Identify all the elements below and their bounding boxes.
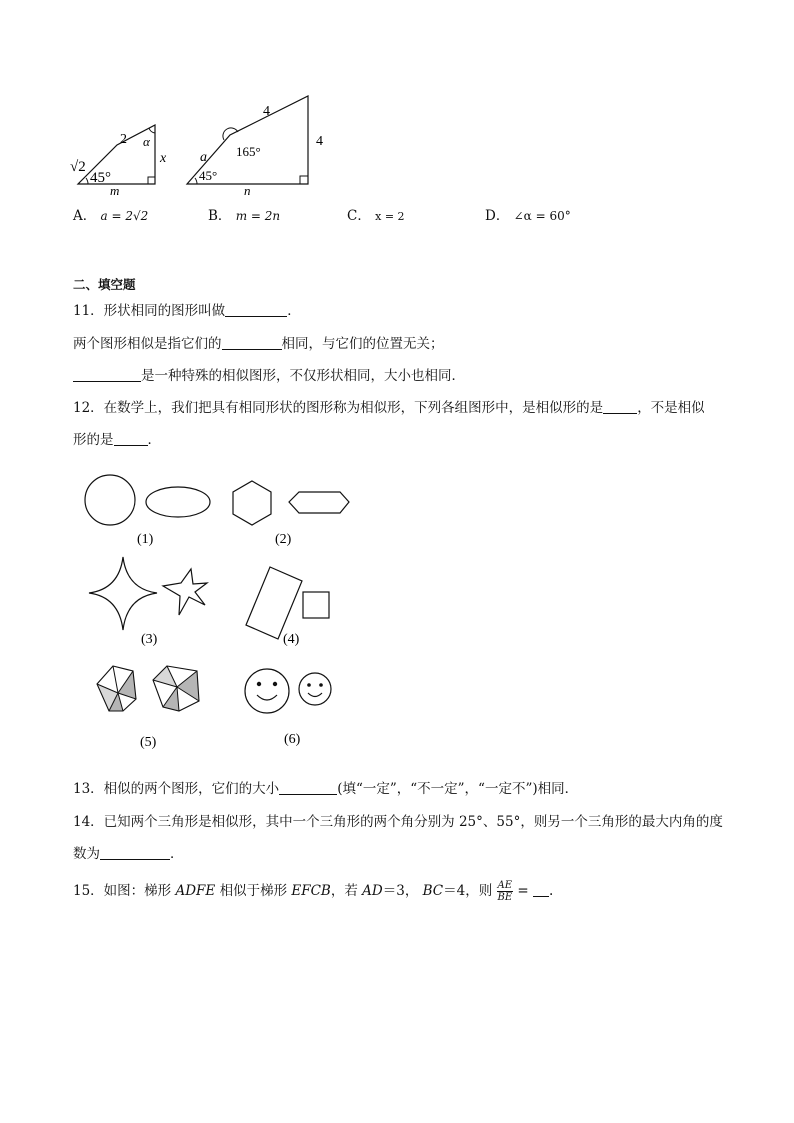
q13-text-b: (填“一定”，“不一定”，“一定不”)相同． [337,781,579,797]
fig3-five-point-star [163,569,207,615]
right-right-angle-mark [300,176,308,184]
fig4-square [303,592,329,618]
option-a[interactable] [73,207,148,225]
option-b[interactable] [208,207,280,225]
left-x-label: x [160,151,167,166]
fig6-smiley-large [245,669,289,713]
q12-line2-b: ． [147,432,161,448]
q15-text-a: 15．如图：梯形 [73,883,172,899]
q13-blank[interactable] [279,780,337,795]
q15-text-d: ＝3， [382,883,419,899]
fig2-label: (2) [275,532,292,547]
option-a-label: A． [73,208,97,224]
q15-trap-2: EFCB [291,883,331,899]
q12-line2 [73,431,161,449]
option-c-label: C． [347,208,371,224]
q11-line1-text: 11．形状相同的图形叫做 [73,303,226,319]
left-45-label: 45° [90,170,111,186]
q14-line2-a: 数为 [73,846,100,862]
right-a-label: a [200,150,207,165]
q11-line2-b: 相同，与它们的位置无关； [281,336,444,352]
q15-bc: BC [422,883,444,899]
right-165-arc [223,128,238,140]
fig6-smiley-small [299,673,331,705]
q15-frac-den: BE [497,892,513,903]
q11-blank-2[interactable] [222,335,282,350]
fig5-pentagon-left [97,666,136,711]
fig4-tilted-rectangle [246,567,302,639]
q12-line1-b: ，不是相似 [637,400,705,416]
q15-trap-1: ADFE [175,883,216,899]
q12-blank-2[interactable] [114,431,148,446]
option-b-label: B． [208,208,232,224]
q11-blank-3[interactable] [73,367,141,382]
q14-line2-b: ． [170,846,184,862]
q15-text-c: ，若 [330,883,358,899]
left-sqrt2-label: √2 [70,159,86,175]
option-a-expr: a = 2√2 [100,209,149,223]
q14-line2 [73,845,184,863]
option-c[interactable] [347,207,405,226]
fig5-label: (5) [140,735,157,750]
option-b-expr: m = 2n [235,209,281,223]
left-right-angle-mark [148,177,155,184]
q13-line [73,780,578,798]
left-alpha-arc [149,128,155,133]
q11-line3-text: 是一种特殊的相似图形，不仅形状相同，大小也相同． [141,368,465,384]
q11-line2 [73,335,444,353]
q11-line3 [73,367,465,385]
q13-text-a: 13．相似的两个图形，它们的大小 [73,781,280,797]
q11-line2-a: 两个图形相似是指它们的 [73,336,222,352]
shape-figures [75,465,365,755]
fig5-pentagon-right [153,666,199,711]
fig4-label: (4) [283,632,300,647]
option-c-expr: x = 2 [375,210,405,223]
fig3-label: (3) [141,632,158,647]
right-165-label: 165° [236,144,261,159]
left-side-2-label: 2 [120,132,127,147]
q15-ad: AD [362,883,383,899]
q12-blank-1[interactable] [603,399,637,414]
option-d-expr: ∠α = 60° [513,209,571,223]
triangle-figures [60,85,350,200]
fig1-label: (1) [137,532,154,547]
right-hyp-4-label: 4 [263,104,270,119]
q15-text-e: ＝4，则 [443,883,493,899]
q15-line [73,876,553,906]
fig2-hexagon [233,481,271,525]
right-45-arc [195,178,197,184]
q15-equals: = [517,883,529,899]
right-n-label: n [244,183,251,198]
q15-end: . [548,883,554,899]
q15-frac-num: AE [497,880,513,891]
right-45-label: 45° [199,168,218,183]
option-d-label: D． [485,208,510,224]
q11-line1 [73,302,301,320]
q12-line2-a: 形的是 [73,432,114,448]
q12-line1 [73,399,705,417]
q15-text-b: 相似于梯形 [219,883,288,899]
section-title: 二、填空题 [73,277,136,292]
left-alpha-label: α [143,134,150,149]
q11-line1-end: ． [287,303,301,319]
option-d[interactable] [485,207,571,225]
q15-blank[interactable] [533,882,549,897]
q15-fraction [497,880,514,903]
fig1-ellipse [146,487,210,517]
left-m-label: m [110,183,120,198]
q14-line1: 14．已知两个三角形是相似形，其中一个三角形的两个角分别为 25°、55°，则另一个三角形的最大内角的度 [73,814,723,830]
right-side-4-label: 4 [316,134,323,149]
q11-blank-1[interactable] [225,302,287,317]
left-45-arc [86,178,88,184]
q12-line1-a: 12．在数学上，我们把具有相同形状的图形称为相似形，下列各组图形中，是相似形的是 [73,400,604,416]
fig3-four-point-star [89,557,157,630]
q14-blank[interactable] [100,845,170,860]
fig1-circle [85,475,135,525]
fig6-label: (6) [284,732,301,747]
fig2-flat-hexagon [289,492,349,513]
